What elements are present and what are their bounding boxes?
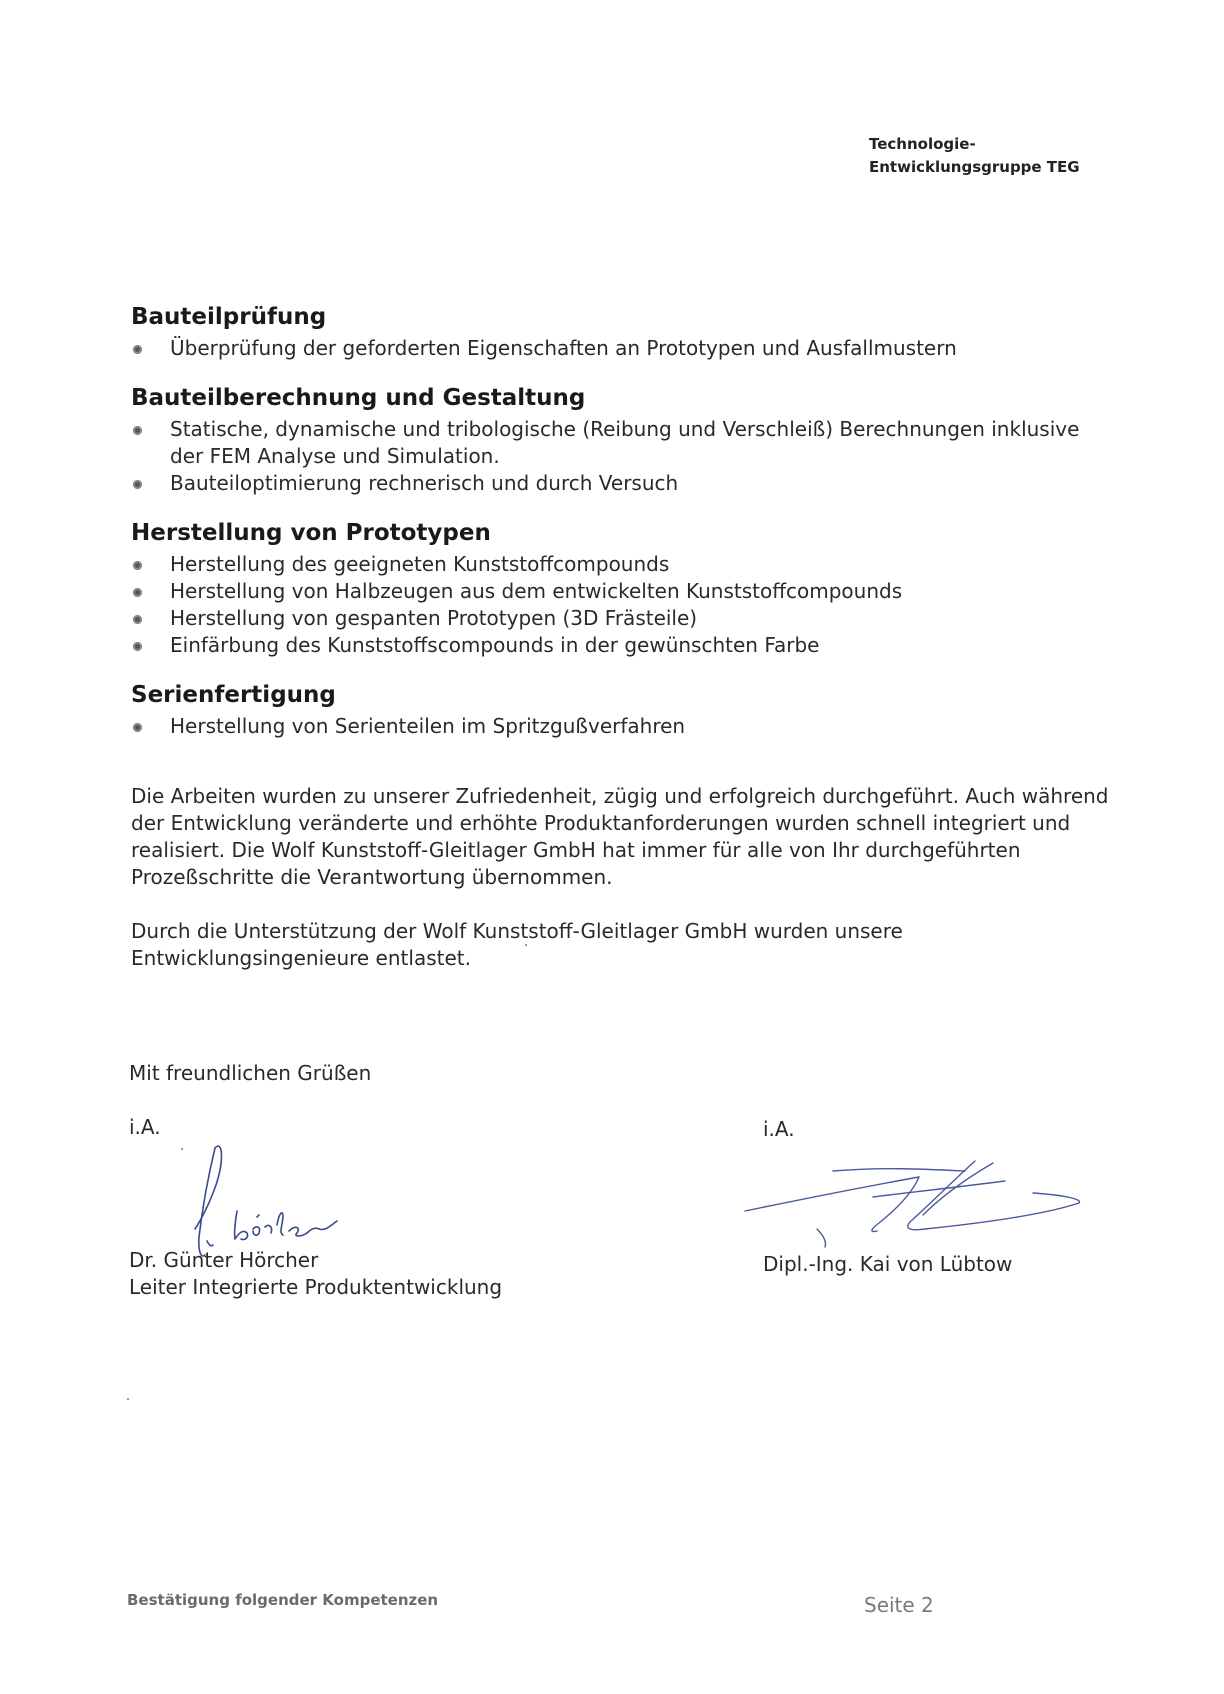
signer-name: Dipl.-Ing. Kai von Lübtow xyxy=(763,1252,1013,1276)
body-paragraph: Die Arbeiten wurden zu unserer Zufriedenheit, zügig und erfolgreich durchgeführt. Auch während der Entwicklung veränderte und erhöhte Produktanforderungen wurden schnell integriert und realisiert. Die Wolf Kunststoff-Gleitlager GmbH hat immer für alle von Ihr durchgeführten Prozeßschritte die Verantwortung übernommen. xyxy=(131,784,1109,889)
scan-artifact xyxy=(127,1398,129,1400)
section-heading: Serienfertigung xyxy=(131,682,336,708)
section-heading: Herstellung von Prototypen xyxy=(131,520,491,546)
section-prototypen xyxy=(131,515,1111,659)
bullet-icon xyxy=(133,642,142,651)
bullet-icon xyxy=(133,345,142,354)
department-line-1: Technologie- xyxy=(869,135,976,153)
bullet-icon xyxy=(133,615,142,624)
bullet-icon xyxy=(133,426,142,435)
list-item xyxy=(131,632,1111,659)
list-item xyxy=(131,416,1111,470)
section-serienfertigung xyxy=(131,677,1111,740)
bullet-icon xyxy=(133,588,142,597)
bullet-icon xyxy=(133,480,142,489)
main-content xyxy=(131,299,1111,972)
list-item-text: Statische, dynamische und tribologische (Reibung und Verschleiß) Berechnungen inklusive der FEM Analyse und Simulation. xyxy=(170,417,1080,468)
signature-block-left xyxy=(129,1115,609,1305)
list-item-text: Herstellung von gespanten Prototypen (3D Frästeile) xyxy=(170,606,698,630)
signature-block-right xyxy=(763,1117,1163,1277)
bullet-list xyxy=(131,416,1111,497)
list-item xyxy=(131,578,1111,605)
bullet-icon xyxy=(133,723,142,732)
handwritten-signature-icon xyxy=(743,1151,1103,1251)
bullet-list xyxy=(131,551,1111,659)
bullet-list xyxy=(131,335,1111,362)
list-item-text: Herstellung des geeigneten Kunststoffcompounds xyxy=(170,552,670,576)
body-paragraph: Durch die Unterstützung der Wolf Kunststoff-Gleitlager GmbH wurden unsere Entwicklungsingenieure entlastet. xyxy=(131,919,903,970)
list-item-text: Bauteiloptimierung rechnerisch und durch Versuch xyxy=(170,471,679,495)
list-item-text: Einfärbung des Kunststoffscompounds in der gewünschten Farbe xyxy=(170,633,820,657)
list-item xyxy=(131,551,1111,578)
scan-artifact xyxy=(525,944,527,946)
list-item-text: Herstellung von Halbzeugen aus dem entwickelten Kunststoffcompounds xyxy=(170,579,903,603)
page-number: Seite 2 xyxy=(864,1593,934,1617)
list-item xyxy=(131,713,1111,740)
section-bauteilpruefung xyxy=(131,299,1111,362)
list-item-text: Überprüfung der geforderten Eigenschaften an Prototypen und Ausfallmustern xyxy=(170,336,957,360)
bullet-list xyxy=(131,713,1111,740)
list-item xyxy=(131,335,1111,362)
section-heading: Bauteilberechnung und Gestaltung xyxy=(131,385,586,411)
department-line-2: Entwicklungsgruppe TEG xyxy=(869,158,1080,176)
list-item xyxy=(131,470,1111,497)
on-behalf-label: i.A. xyxy=(763,1117,795,1141)
signer-name: Dr. Günter Hörcher xyxy=(129,1248,319,1272)
bullet-icon xyxy=(133,561,142,570)
signer-title: Leiter Integrierte Produktentwicklung xyxy=(129,1275,503,1299)
footer-document-title: Bestätigung folgender Kompetenzen xyxy=(127,1591,439,1609)
on-behalf-label: i.A. xyxy=(129,1115,161,1139)
list-item xyxy=(131,605,1111,632)
section-bauteilberechnung xyxy=(131,380,1111,497)
section-heading: Bauteilprüfung xyxy=(131,304,327,330)
list-item-text: Herstellung von Serienteilen im Spritzgußverfahren xyxy=(170,714,686,738)
scan-artifact xyxy=(181,1148,183,1150)
closing-salutation: Mit freundlichen Grüßen xyxy=(129,1061,372,1085)
department-header xyxy=(869,133,1080,179)
